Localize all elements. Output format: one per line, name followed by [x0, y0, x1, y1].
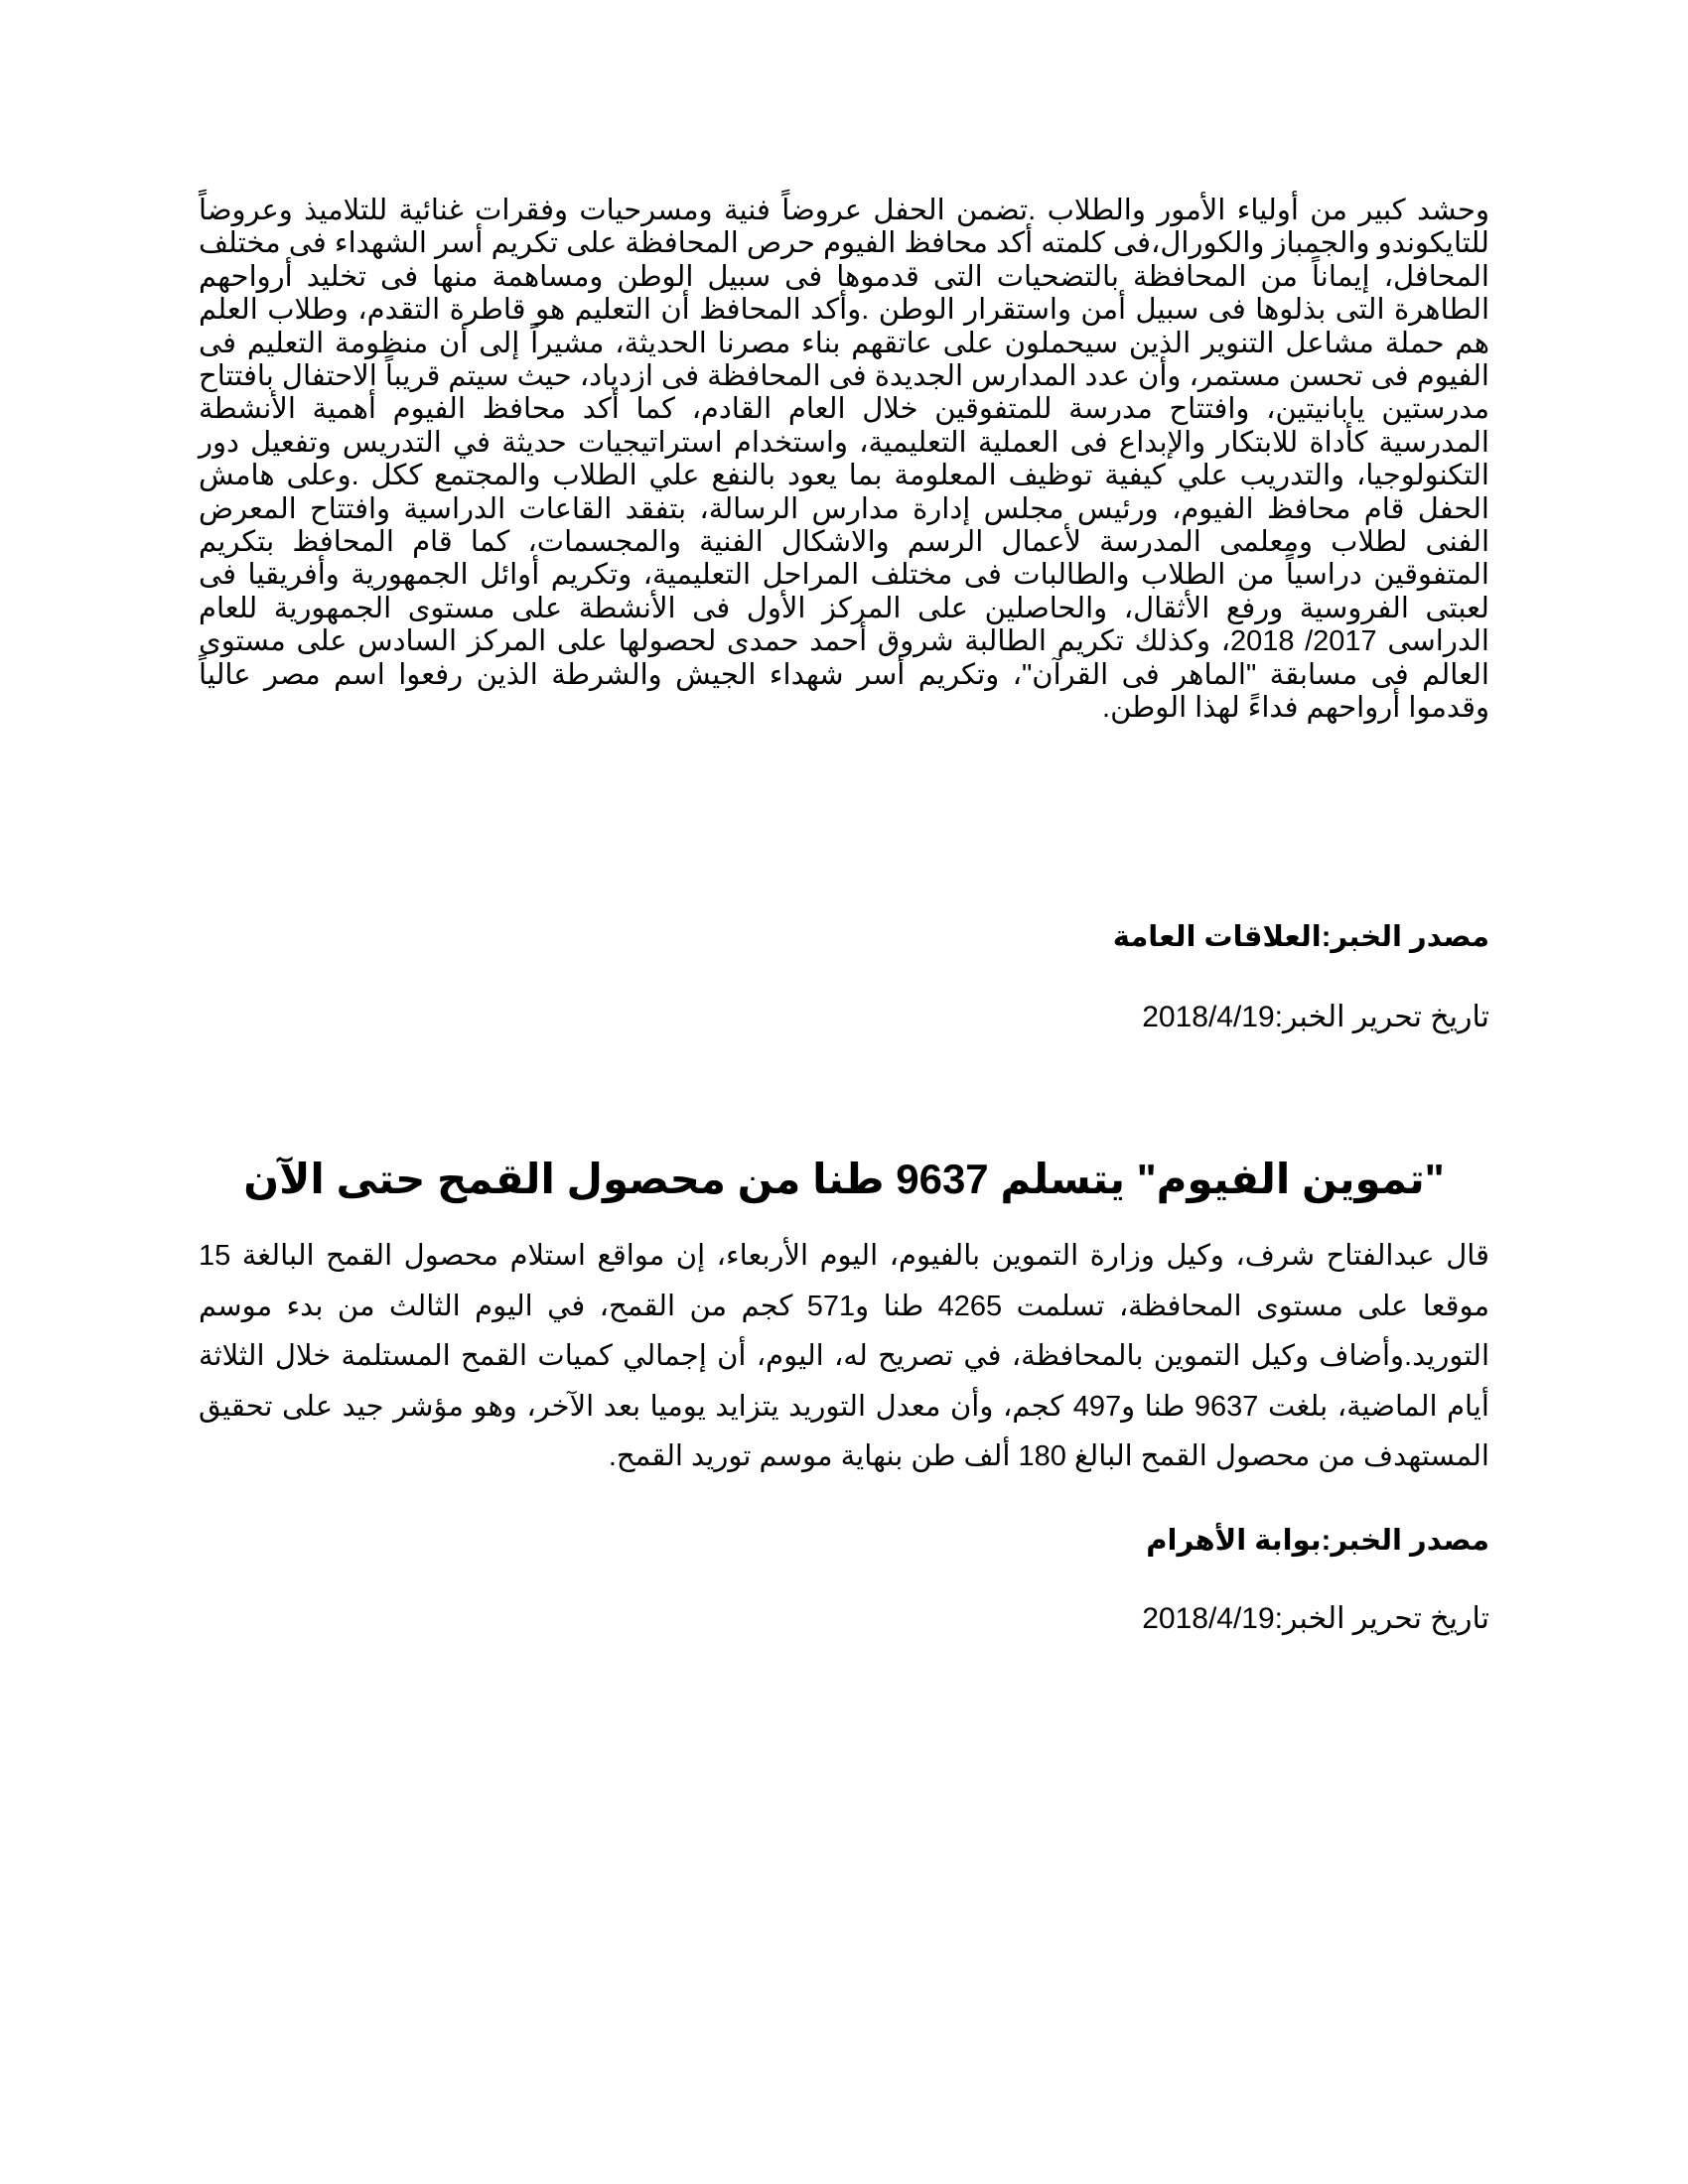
- article-2-headline: "تموين الفيوم" يتسلم 9637 طنا من محصول القمح حتى الآن: [243, 1156, 1445, 1202]
- article-1-source: مصدر الخبر:العلاقات العامة: [1112, 921, 1489, 953]
- article-2-date: تاريخ تحرير الخبر:2018/4/19: [1142, 1602, 1489, 1635]
- article-2-source: مصدر الخبر:بوابة الأهرام: [1146, 1525, 1489, 1557]
- article-1-date: تاريخ تحرير الخبر:2018/4/19: [1142, 1001, 1489, 1033]
- article-1-body: وحشد كبير من أولياء الأمور والطلاب .تضمن الحفل عروضاً فنية ومسرحيات وفقرات غنائية للتلاميذ وعروضاً للتايكوندو والجمباز والكورال،فى كلمته أكد محافظ الفيوم حرص المحافظة على تكريم أسر الشهداء فى مختلف المحافل، إيماناً من المحافظة بالتضحيات التى قدموها فى سبيل الوطن ومساهمة منها فى تخليد أرواحهم الطاهرة التى بذلوها فى سبيل أمن واستقرار الوطن .وأكد المحافظ أن التعليم هو قاطرة التقدم، وطلاب العلم هم حملة مشاعل التنوير الذين سيحملون على عاتقهم بناء مصرنا الحديثة، مشيراً إلى أن منظومة التعليم فى الفيوم فى تحسن مستمر، وأن عدد المدارس الجديدة فى المحافظة فى ازدياد، حيث سيتم قريباً الاحتفال بافتتاح مدرستين يابانيتين، وافتتاح مدرسة للمتفوقين خلال العام القادم، كما أكد محافظ الفيوم أهمية الأنشطة المدرسية كأداة للابتكار والإبداع فى العملية التعليمية، واستخدام استراتيجيات حديثة في التدريس وتفعيل دور التكنولوجيا، والتدريب علي كيفية توظيف المعلومة بما يعود بالنفع علي الطلاب والمجتمع ككل .وعلى هامش الحفل قام محافظ الفيوم، ورئيس مجلس إدارة مدارس الرسالة، بتفقد القاعات الدراسية وافتتاح المعرض الفنى لطلاب ومعلمى المدرسة لأعمال الرسم والاشكال الفنية والمجسمات، كما قام المحافظ بتكريم المتفوقين دراسياً من الطلاب والطالبات فى مختلف المراحل التعليمية، وتكريم أوائل الجمهورية وأفريقيا فى لعبتى الفروسية ورفع الأثقال، والحاصلين على المركز الأول فى الأنشطة على مستوى الجمهورية للعام الدراسى 2017/ 2018، وكذلك تكريم الطالبة شروق أحمد حمدى لحصولها على المركز السادس على مستوى العالم فى مسابقة "الماهر فى القرآن"، وتكريم أسر شهداء الجيش والشرطة الذين رفعوا اسم مصر عالياً وقدموا أرواحهم فداءً لهذا الوطن.: [199, 195, 1489, 725]
- article-2-body: قال عبدالفتاح شرف، وكيل وزارة التموين بالفيوم، اليوم الأربعاء، إن مواقع استلام محصول القمح البالغة 15 موقعا على مستوى المحافظة، تسلمت 4265 طنا و571 كجم من القمح، في اليوم الثالث من بدء موسم التوريد.وأضاف وكيل التموين بالمحافظة، في تصريح له، اليوم، أن إجمالي كميات القمح المستلمة خلال الثلاثة أيام الماضية، بلغت 9637 طنا و497 كجم، وأن معدل التوريد يتزايد يوميا بعد الآخر، وهو مؤشر جيد على تحقيق المستهدف من محصول القمح البالغ 180 ألف طن بنهاية موسم توريد القمح.: [199, 1240, 1490, 1472]
